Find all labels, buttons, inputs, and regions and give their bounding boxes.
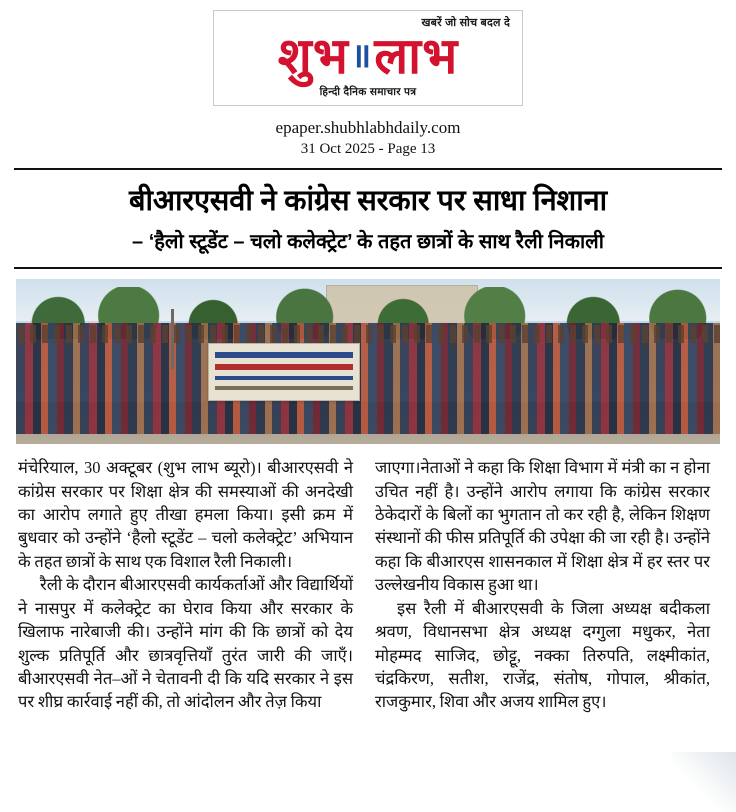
masthead-tagline: खबरें जो सोच बदल दे — [421, 17, 510, 29]
paragraph: जाएगा।नेताओं ने कहा कि शिक्षा विभाग में मंत्री का न होना उचित नहीं है। उन्होंने आरोप लगाया कि कांग्रेस सरकार ठेकेदारों के बिलों का भुगतान तो कर रही है, लेकिन शिक्षण संस्थानों की फीस प्रतिपूर्ति की उपेक्षा की जा रही है। उन्होंने कहा कि बीआरएस शासनकाल में शिक्षा क्षेत्र में हर स्तर पर उल्लेखनीय विकास हुआ था। — [375, 458, 710, 595]
masthead — [0, 0, 736, 106]
article-subheadline: – ‘हैलो स्टूडेंट – चलो कलेक्ट्रेट’ के तहत छात्रों के साथ रैली निकाली — [132, 231, 604, 254]
paragraph: मंचेरियाल, 30 अक्टूबर (शुभ लाभ ब्यूरो)। बीआरएसवी ने कांग्रेस सरकार पर शिक्षा क्षेत्र की समस्याओं की अनदेखी का आरोप लगाते हुए तीखा हमला किया। इसी क्रम में बुधवार को उन्होंने ‘हैलो स्टूडेंट – चलो कलेक्ट्रेट’ अभियान के तहत छात्रों के साथ एक विशाल रैली निकाली। — [18, 458, 353, 571]
page-corner-fold — [672, 752, 736, 812]
publication-logo — [213, 10, 523, 106]
paragraph: रैली के दौरान बीआरएसवी कार्यकर्ताओं और विद्यार्थियों ने नासपुर में कलेक्ट्रेट का घेराव किया और सरकार के खिलाफ नारेबाजी की। उन्होंने मांग की कि छात्रों को देय शुल्क प्रतिपूर्ति और छात्रवृत्तियाँ तुरंत जारी की जाएँ। बीआरएसवी नेत–ओं ने चेतावनी दी कि यदि सरकार ने इस पर शीघ्र कार्रवाई नहीं की, तो आंदोलन और तेज़ किया — [18, 575, 353, 712]
photo-pole — [171, 309, 174, 369]
masthead-title-right: लाभ — [374, 28, 459, 84]
article-column-left — [18, 456, 353, 714]
paragraph: इस रैली में बीआरएसवी के जिला अध्यक्ष बदीकला श्रवण, विधानसभा क्षेत्र अध्यक्ष दग्गुला मधुकर, नेता मोहम्मद साजिद, छोट्टू, नक्का तिरुपति, लक्ष्मीकांत, चंद्रकिरण, सतीश, राजेंद्र, संतोष, गोपाल, श्रीकांत, राजकुमार, शिवा और अजय शामिल हुए। — [375, 598, 710, 712]
article-body — [18, 456, 718, 714]
epaper-date-page: 31 Oct 2025 - Page 13 — [300, 141, 436, 157]
ganesha-symbol-icon: ॥ — [350, 37, 373, 75]
article-column-right — [375, 456, 710, 714]
divider-top — [14, 168, 722, 170]
article-photo — [16, 279, 720, 444]
photo-crowd-heads — [16, 325, 720, 343]
epaper-url: epaper.shubhlabhdaily.com — [275, 118, 461, 137]
divider-under-headline — [14, 267, 722, 269]
masthead-title — [220, 28, 516, 84]
masthead-title-left: शुभ — [277, 28, 349, 84]
photo-protest-banner — [208, 343, 360, 401]
masthead-subtitle: हिन्दी दैनिक समाचार पत्र — [319, 86, 417, 98]
article-headline: बीआरएसवी ने कांग्रेस सरकार पर साधा निशाना — [129, 185, 607, 217]
